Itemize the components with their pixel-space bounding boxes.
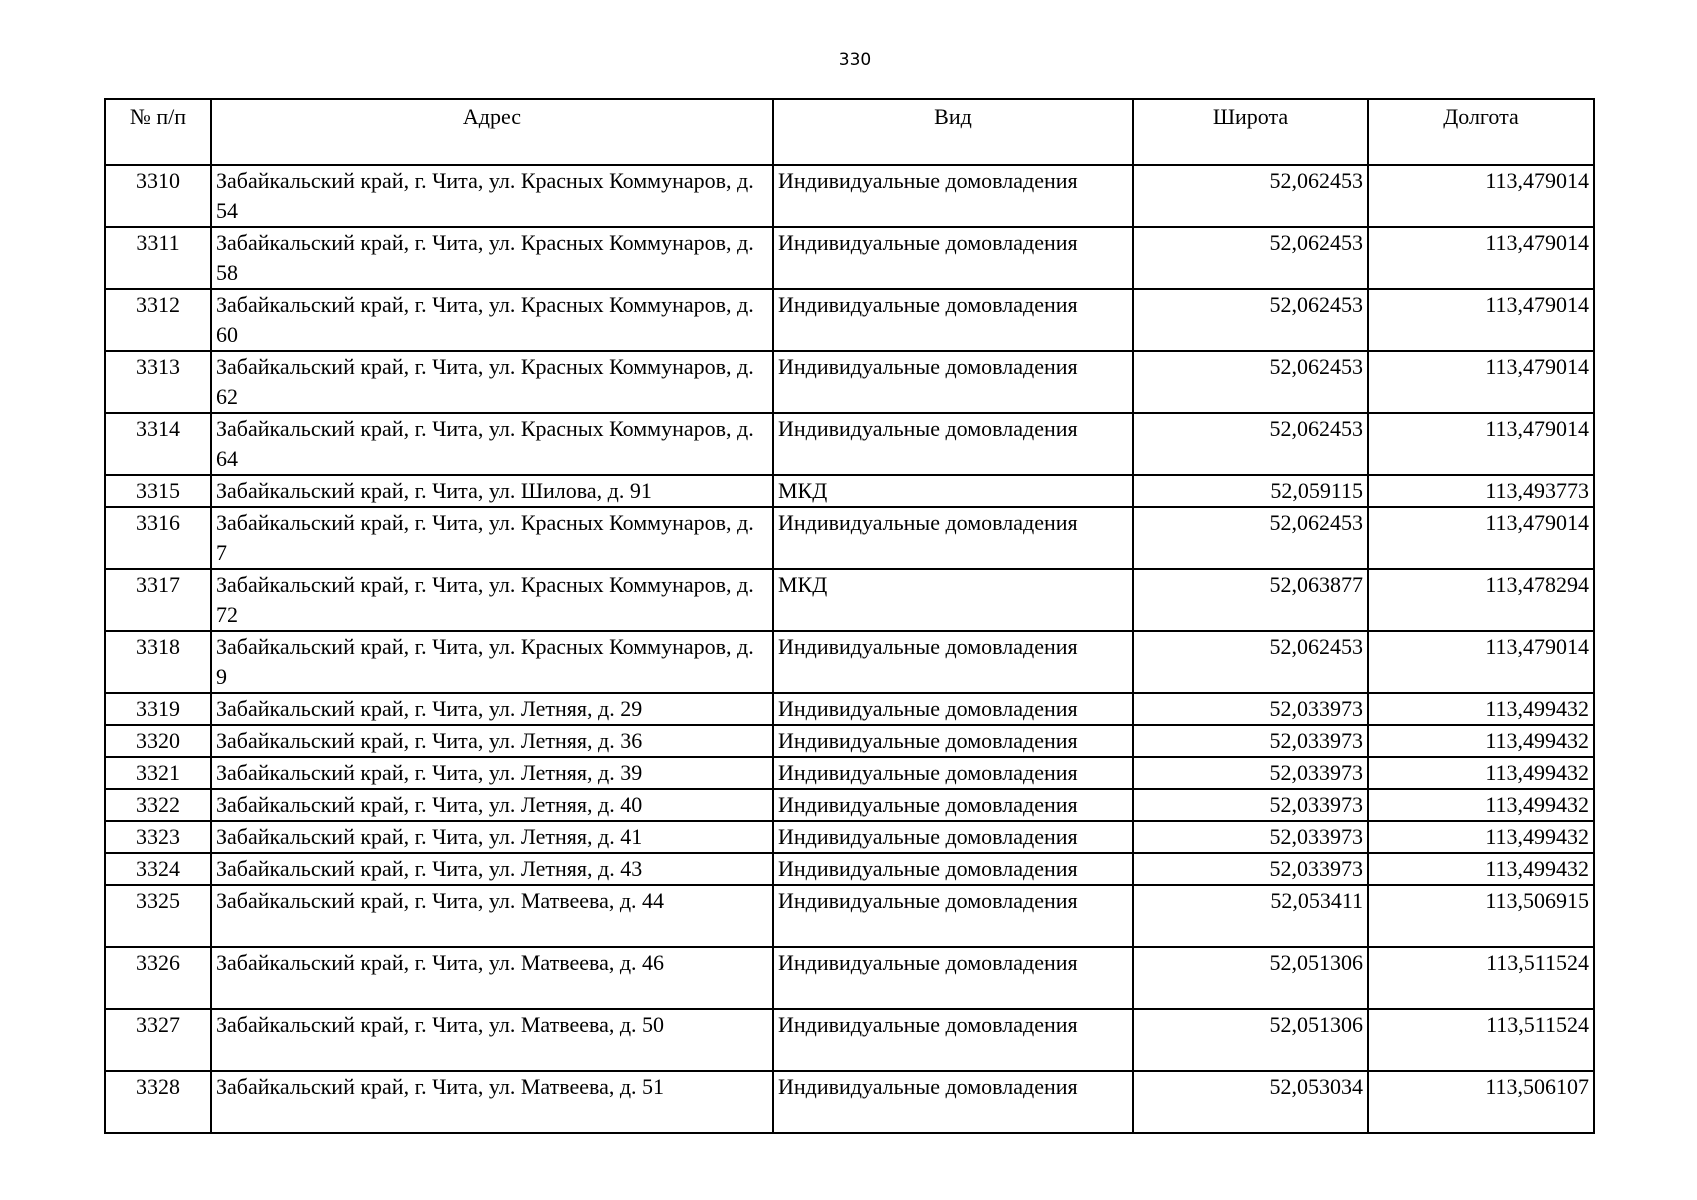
cell-num: 3326 bbox=[105, 947, 211, 1009]
cell-num: 3318 bbox=[105, 631, 211, 693]
cell-lat: 52,051306 bbox=[1133, 947, 1368, 1009]
cell-lat: 52,051306 bbox=[1133, 1009, 1368, 1071]
cell-num: 3313 bbox=[105, 351, 211, 413]
cell-num: 3322 bbox=[105, 789, 211, 821]
cell-lat: 52,062453 bbox=[1133, 507, 1368, 569]
table-row bbox=[105, 1009, 1594, 1071]
cell-lon: 113,479014 bbox=[1368, 413, 1594, 475]
table-row bbox=[105, 289, 1594, 351]
cell-num: 3317 bbox=[105, 569, 211, 631]
cell-lon: 113,479014 bbox=[1368, 351, 1594, 413]
page-number: 330 bbox=[838, 50, 872, 70]
cell-address: Забайкальский край, г. Чита, ул. Летняя, д. 36 bbox=[211, 725, 773, 757]
table-row bbox=[105, 947, 1594, 1009]
cell-num: 3311 bbox=[105, 227, 211, 289]
table-row bbox=[105, 631, 1594, 693]
cell-type: Индивидуальные домовладения bbox=[773, 631, 1133, 693]
header-num: № п/п bbox=[105, 99, 211, 165]
cell-address: Забайкальский край, г. Чита, ул. Летняя, д. 41 bbox=[211, 821, 773, 853]
table-row bbox=[105, 789, 1594, 821]
cell-num: 3327 bbox=[105, 1009, 211, 1071]
cell-num: 3321 bbox=[105, 757, 211, 789]
table-body bbox=[105, 165, 1594, 1133]
cell-address: Забайкальский край, г. Чита, ул. Красных Коммунаров, д. 58 bbox=[211, 227, 773, 289]
cell-lat: 52,062453 bbox=[1133, 289, 1368, 351]
table-row bbox=[105, 821, 1594, 853]
cell-lon: 113,499432 bbox=[1368, 821, 1594, 853]
cell-lat: 52,033973 bbox=[1133, 821, 1368, 853]
cell-lon: 113,506915 bbox=[1368, 885, 1594, 947]
cell-type: Индивидуальные домовладения bbox=[773, 1009, 1133, 1071]
cell-lon: 113,499432 bbox=[1368, 853, 1594, 885]
cell-address: Забайкальский край, г. Чита, ул. Матвеева, д. 51 bbox=[211, 1071, 773, 1133]
cell-address: Забайкальский край, г. Чита, ул. Красных Коммунаров, д. 7 bbox=[211, 507, 773, 569]
header-row bbox=[105, 99, 1594, 165]
cell-type: Индивидуальные домовладения bbox=[773, 789, 1133, 821]
cell-num: 3325 bbox=[105, 885, 211, 947]
cell-type: Индивидуальные домовладения bbox=[773, 725, 1133, 757]
address-table bbox=[104, 98, 1595, 1134]
cell-lon: 113,511524 bbox=[1368, 1009, 1594, 1071]
cell-num: 3315 bbox=[105, 475, 211, 507]
cell-lat: 52,062453 bbox=[1133, 413, 1368, 475]
table-row bbox=[105, 693, 1594, 725]
table-row bbox=[105, 165, 1594, 227]
cell-address: Забайкальский край, г. Чита, ул. Матвеева, д. 46 bbox=[211, 947, 773, 1009]
cell-type: Индивидуальные домовладения bbox=[773, 227, 1133, 289]
cell-type: МКД bbox=[773, 475, 1133, 507]
table-row bbox=[105, 757, 1594, 789]
table-row bbox=[105, 507, 1594, 569]
cell-type: Индивидуальные домовладения bbox=[773, 351, 1133, 413]
cell-type: Индивидуальные домовладения bbox=[773, 1071, 1133, 1133]
cell-lon: 113,506107 bbox=[1368, 1071, 1594, 1133]
cell-lat: 52,062453 bbox=[1133, 351, 1368, 413]
table-row bbox=[105, 885, 1594, 947]
cell-num: 3319 bbox=[105, 693, 211, 725]
cell-address: Забайкальский край, г. Чита, ул. Красных Коммунаров, д. 60 bbox=[211, 289, 773, 351]
cell-address: Забайкальский край, г. Чита, ул. Матвеева, д. 44 bbox=[211, 885, 773, 947]
cell-lat: 52,062453 bbox=[1133, 631, 1368, 693]
cell-lon: 113,511524 bbox=[1368, 947, 1594, 1009]
cell-type: Индивидуальные домовладения bbox=[773, 757, 1133, 789]
cell-lon: 113,479014 bbox=[1368, 289, 1594, 351]
cell-lat: 52,063877 bbox=[1133, 569, 1368, 631]
cell-num: 3316 bbox=[105, 507, 211, 569]
cell-address: Забайкальский край, г. Чита, ул. Красных Коммунаров, д. 9 bbox=[211, 631, 773, 693]
cell-lat: 52,033973 bbox=[1133, 725, 1368, 757]
cell-address: Забайкальский край, г. Чита, ул. Шилова, д. 91 bbox=[211, 475, 773, 507]
header-address: Адрес bbox=[211, 99, 773, 165]
cell-address: Забайкальский край, г. Чита, ул. Летняя, д. 40 bbox=[211, 789, 773, 821]
cell-lon: 113,499432 bbox=[1368, 757, 1594, 789]
cell-type: Индивидуальные домовладения bbox=[773, 693, 1133, 725]
cell-type: Индивидуальные домовладения bbox=[773, 413, 1133, 475]
cell-type: Индивидуальные домовладения bbox=[773, 853, 1133, 885]
cell-address: Забайкальский край, г. Чита, ул. Красных Коммунаров, д. 72 bbox=[211, 569, 773, 631]
cell-type: МКД bbox=[773, 569, 1133, 631]
cell-lat: 52,033973 bbox=[1133, 757, 1368, 789]
table-row bbox=[105, 413, 1594, 475]
cell-address: Забайкальский край, г. Чита, ул. Красных Коммунаров, д. 64 bbox=[211, 413, 773, 475]
cell-address: Забайкальский край, г. Чита, ул. Красных Коммунаров, д. 62 bbox=[211, 351, 773, 413]
cell-address: Забайкальский край, г. Чита, ул. Летняя, д. 43 bbox=[211, 853, 773, 885]
cell-lon: 113,478294 bbox=[1368, 569, 1594, 631]
cell-num: 3312 bbox=[105, 289, 211, 351]
cell-num: 3324 bbox=[105, 853, 211, 885]
cell-lon: 113,479014 bbox=[1368, 227, 1594, 289]
table-row bbox=[105, 351, 1594, 413]
table-row bbox=[105, 853, 1594, 885]
header-lat: Широта bbox=[1133, 99, 1368, 165]
cell-type: Индивидуальные домовладения bbox=[773, 289, 1133, 351]
cell-lat: 52,062453 bbox=[1133, 165, 1368, 227]
cell-lon: 113,479014 bbox=[1368, 631, 1594, 693]
cell-num: 3310 bbox=[105, 165, 211, 227]
table-row bbox=[105, 725, 1594, 757]
cell-type: Индивидуальные домовладения bbox=[773, 507, 1133, 569]
cell-num: 3323 bbox=[105, 821, 211, 853]
cell-num: 3314 bbox=[105, 413, 211, 475]
cell-lon: 113,479014 bbox=[1368, 165, 1594, 227]
header-lon: Долгота bbox=[1368, 99, 1594, 165]
cell-type: Индивидуальные домовладения bbox=[773, 165, 1133, 227]
cell-lon: 113,499432 bbox=[1368, 789, 1594, 821]
cell-lon: 113,499432 bbox=[1368, 725, 1594, 757]
cell-address: Забайкальский край, г. Чита, ул. Летняя, д. 39 bbox=[211, 757, 773, 789]
cell-lat: 52,059115 bbox=[1133, 475, 1368, 507]
cell-lon: 113,499432 bbox=[1368, 693, 1594, 725]
cell-lat: 52,053411 bbox=[1133, 885, 1368, 947]
cell-type: Индивидуальные домовладения bbox=[773, 885, 1133, 947]
cell-address: Забайкальский край, г. Чита, ул. Красных Коммунаров, д. 54 bbox=[211, 165, 773, 227]
table-row bbox=[105, 569, 1594, 631]
cell-lat: 52,062453 bbox=[1133, 227, 1368, 289]
cell-lat: 52,033973 bbox=[1133, 789, 1368, 821]
table-row bbox=[105, 1071, 1594, 1133]
table-row bbox=[105, 475, 1594, 507]
cell-address: Забайкальский край, г. Чита, ул. Матвеева, д. 50 bbox=[211, 1009, 773, 1071]
cell-address: Забайкальский край, г. Чита, ул. Летняя, д. 29 bbox=[211, 693, 773, 725]
cell-lat: 52,053034 bbox=[1133, 1071, 1368, 1133]
cell-lat: 52,033973 bbox=[1133, 853, 1368, 885]
cell-type: Индивидуальные домовладения bbox=[773, 821, 1133, 853]
cell-lat: 52,033973 bbox=[1133, 693, 1368, 725]
header-type: Вид bbox=[773, 99, 1133, 165]
cell-lon: 113,479014 bbox=[1368, 507, 1594, 569]
cell-num: 3328 bbox=[105, 1071, 211, 1133]
cell-lon: 113,493773 bbox=[1368, 475, 1594, 507]
cell-type: Индивидуальные домовладения bbox=[773, 947, 1133, 1009]
table-header bbox=[105, 99, 1594, 165]
cell-num: 3320 bbox=[105, 725, 211, 757]
table-row bbox=[105, 227, 1594, 289]
